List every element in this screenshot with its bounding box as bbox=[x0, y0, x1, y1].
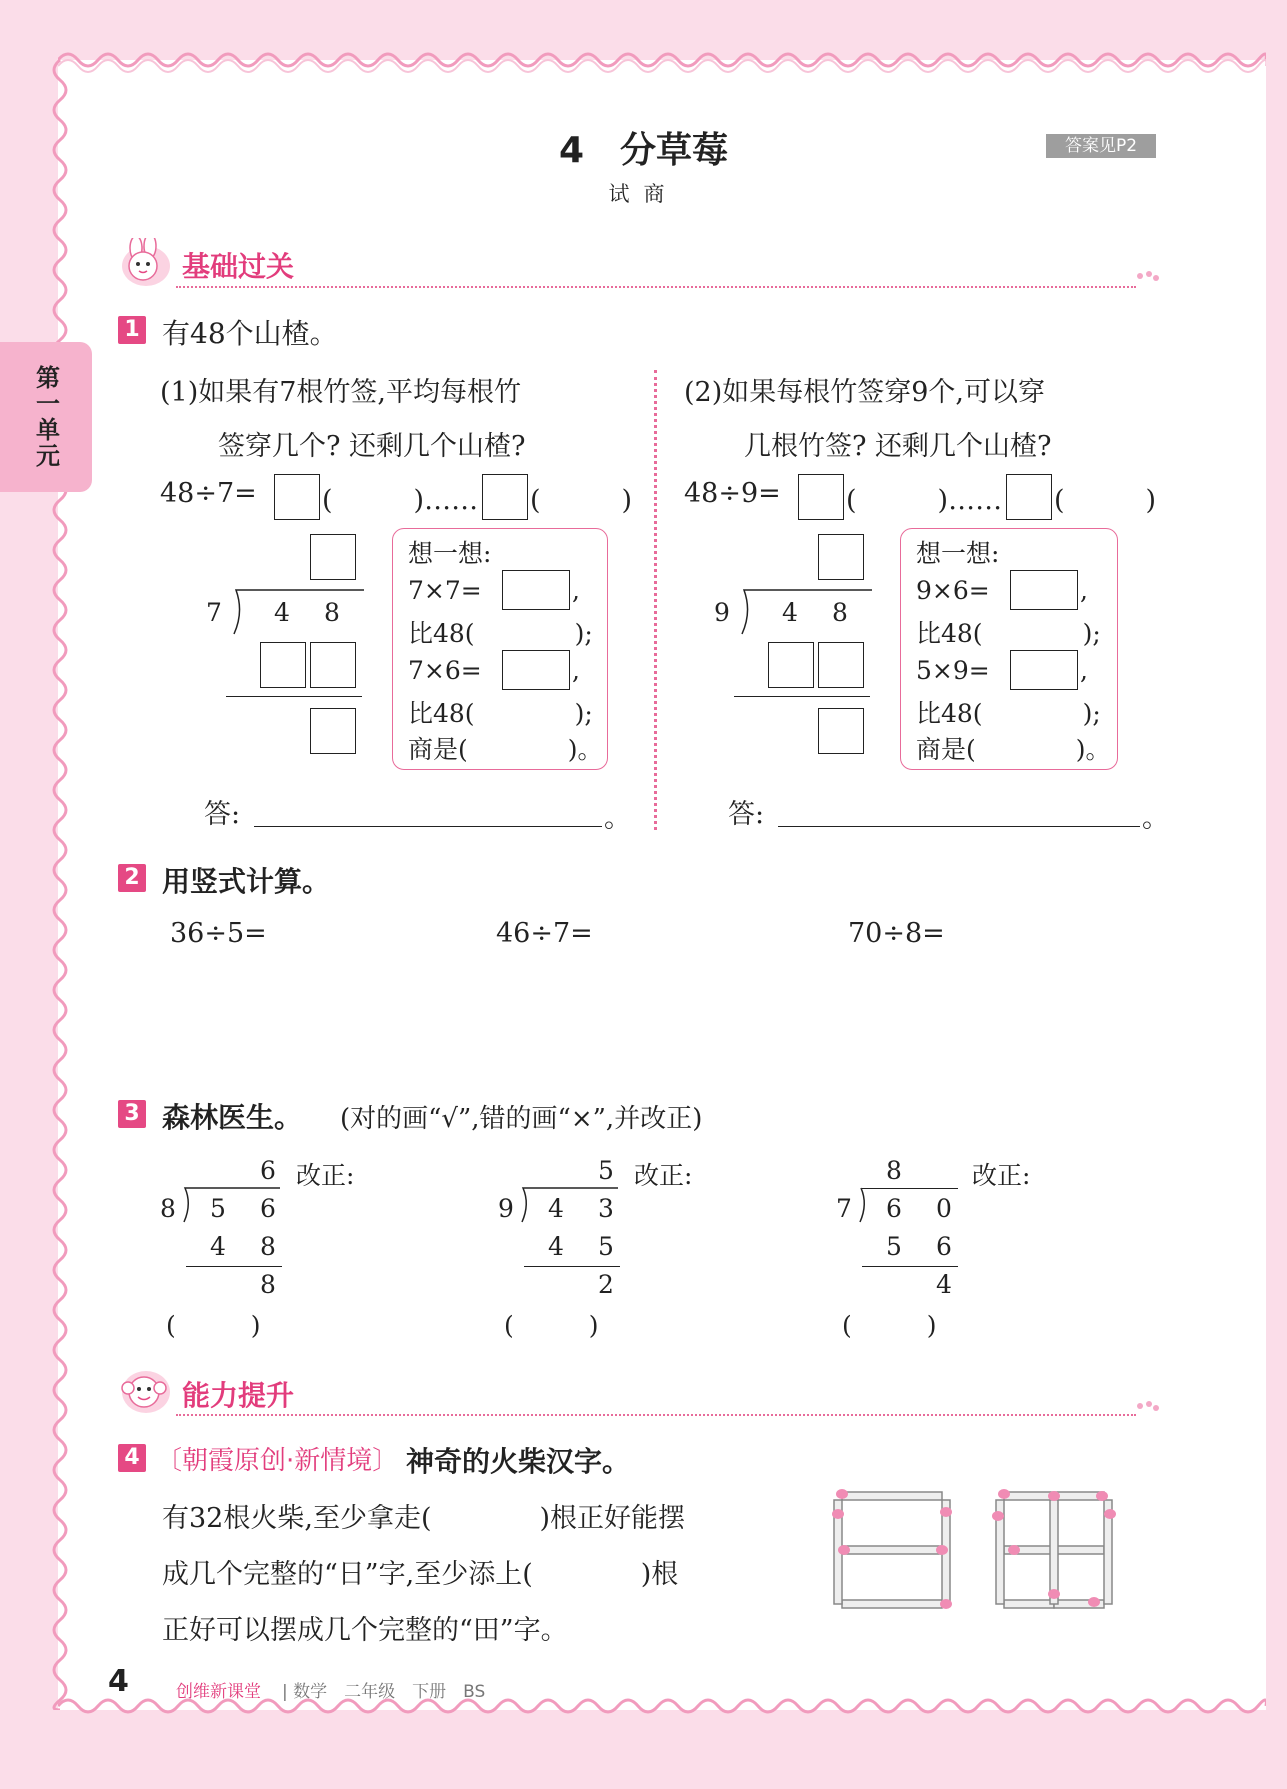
q3-p1-product-d1: 4 bbox=[210, 1232, 226, 1261]
section-advanced-heading: 能力提升 bbox=[182, 1379, 295, 1412]
q1-part2-line2: 几根竹签? 还剩几个山楂? bbox=[744, 431, 1052, 462]
q3-p3-product-d2: 6 bbox=[936, 1232, 952, 1261]
q1-part2-hint-title: 想一想: bbox=[916, 539, 1000, 568]
q1-part2-paren-unit: ( )…… bbox=[846, 485, 1003, 516]
q3-p2-subtraction-line bbox=[524, 1266, 620, 1267]
question-4-tag: 〔朝霞原创·新情境〕 bbox=[156, 1446, 399, 1476]
q3-p3-quotient: 8 bbox=[886, 1156, 902, 1185]
q1-part1-hint-l2: 比48( ); bbox=[408, 619, 593, 648]
decor-dots-icon bbox=[1136, 270, 1160, 282]
q1-part1-quotient-box[interactable] bbox=[274, 474, 320, 520]
q3-p1-subtraction-line bbox=[186, 1266, 282, 1267]
q3-p3-judge-blank[interactable]: ( ) bbox=[842, 1311, 937, 1340]
q1-part1-divisor: 7 bbox=[206, 598, 222, 627]
q1-part2-hint-l1: 9×6= bbox=[916, 576, 990, 605]
section-advanced-divider bbox=[176, 1414, 1136, 1416]
section-basic-heading: 基础过关 bbox=[182, 250, 295, 283]
q3-p3-dividend-d2: 0 bbox=[936, 1194, 952, 1223]
q3-p1-remainder: 8 bbox=[260, 1270, 276, 1299]
q3-p3-remainder: 4 bbox=[936, 1270, 952, 1299]
q1-part1-hint-l4: 比48( ); bbox=[408, 699, 593, 728]
q1-part1-hint-box-2[interactable] bbox=[502, 650, 570, 690]
question-3-stem: 森林医生。 bbox=[162, 1101, 303, 1134]
q1-part1-paren-unit-2: ( ) bbox=[530, 485, 633, 516]
q3-p2-remainder: 2 bbox=[598, 1270, 614, 1299]
q1-part2-division-bracket bbox=[740, 588, 874, 636]
q1-part1-dividend-d2: 8 bbox=[324, 598, 340, 627]
page-number: 4 bbox=[108, 1664, 129, 1699]
page-subtitle: 试商 bbox=[608, 182, 679, 206]
footer-book-info: | 数学 二年级 下册 BS bbox=[282, 1682, 486, 1702]
q3-p2-judge-blank[interactable]: ( ) bbox=[504, 1311, 599, 1340]
q1-part2-hint-comma-1: , bbox=[1080, 576, 1088, 605]
q3-p1-dividend-d1: 5 bbox=[210, 1194, 226, 1223]
q1-part1-subtraction-line bbox=[226, 696, 362, 697]
q1-part2-remainder-box[interactable] bbox=[1006, 474, 1052, 520]
q2-item-1: 36÷5= bbox=[170, 918, 267, 949]
footer-brand: 创维新课堂 bbox=[176, 1682, 261, 1702]
q1-part1-remainder-box[interactable] bbox=[482, 474, 528, 520]
q1-part2-line1: (2)如果每根竹签穿9个,可以穿 bbox=[684, 377, 1046, 408]
q3-p2-quotient: 5 bbox=[598, 1156, 614, 1185]
q1-part2-quotient-box[interactable] bbox=[798, 474, 844, 520]
q1-part1-answer-label: 答: bbox=[204, 799, 241, 830]
wavy-top-border bbox=[58, 44, 1266, 74]
q1-part2-product-box-2[interactable] bbox=[818, 642, 864, 688]
q4-line-2: 成几个完整的“日”字,至少添上( )根 bbox=[162, 1559, 679, 1590]
mascot-monkey-icon bbox=[116, 1366, 172, 1416]
q3-p2-dividend-d2: 3 bbox=[598, 1194, 614, 1223]
question-2-stem: 用竖式计算。 bbox=[162, 865, 331, 898]
page-title: 4 分草莓 bbox=[558, 130, 729, 171]
q1-part1-div-quotient-box[interactable] bbox=[310, 534, 356, 580]
q3-p2-product-d2: 5 bbox=[598, 1232, 614, 1261]
question-1-number: 1 bbox=[118, 316, 146, 344]
q1-part2-answer-end: 。 bbox=[1142, 803, 1169, 834]
q3-p1-correct-label: 改正: bbox=[296, 1161, 355, 1190]
wavy-left-border bbox=[44, 60, 74, 1710]
q1-part2-divisor: 9 bbox=[714, 598, 730, 627]
mascot-rabbit-icon bbox=[116, 238, 172, 288]
q1-part1-hint-l5: 商是( )。 bbox=[408, 735, 603, 764]
q1-part1-hint-l1: 7×7= bbox=[408, 576, 482, 605]
q1-part1-remainder-div-box[interactable] bbox=[310, 708, 356, 754]
q3-p3-subtraction-line bbox=[862, 1266, 958, 1267]
q3-p3-dividend-d1: 6 bbox=[886, 1194, 902, 1223]
q1-part1-product-box-2[interactable] bbox=[310, 642, 356, 688]
answer-reference-badge: 答案见P2 bbox=[1046, 134, 1156, 158]
q1-part2-hint-l4: 比48( ); bbox=[916, 699, 1101, 728]
q4-line-1: 有32根火柴,至少拿走( )根正好能摆 bbox=[162, 1503, 686, 1534]
question-4-stem: 神奇的火柴汉字。 bbox=[406, 1445, 631, 1478]
q3-p3-divisor: 7 bbox=[836, 1194, 852, 1223]
q1-part2-hint-box-1[interactable] bbox=[1010, 570, 1078, 610]
section-basic-divider bbox=[176, 286, 1136, 288]
question-2-number: 2 bbox=[118, 864, 146, 892]
q1-part2-subtraction-line bbox=[734, 696, 870, 697]
q1-part1-hint-title: 想一想: bbox=[408, 539, 492, 568]
q1-part2-remainder-div-box[interactable] bbox=[818, 708, 864, 754]
q1-part1-division-bracket bbox=[232, 588, 366, 636]
q1-part2-dividend-d1: 4 bbox=[782, 598, 798, 627]
q1-part2-hint-box-2[interactable] bbox=[1010, 650, 1078, 690]
q1-part2-hint-l2: 比48( ); bbox=[916, 619, 1101, 648]
matchstick-tian-figure bbox=[990, 1484, 1118, 1614]
q3-p1-quotient: 6 bbox=[260, 1156, 276, 1185]
q1-part1-answer-line[interactable] bbox=[254, 826, 602, 827]
q3-p1-product-d2: 8 bbox=[260, 1232, 276, 1261]
q1-part2-paren-unit-2: ( ) bbox=[1054, 485, 1157, 516]
q1-part2-div-quotient-box[interactable] bbox=[818, 534, 864, 580]
q1-part2-hint-l5: 商是( )。 bbox=[916, 735, 1111, 764]
q1-part2-product-box-1[interactable] bbox=[768, 642, 814, 688]
q1-part1-dividend-d1: 4 bbox=[274, 598, 290, 627]
q1-part1-answer-end: 。 bbox=[604, 803, 631, 834]
question-4-number: 4 bbox=[118, 1444, 146, 1472]
q1-part2-answer-label: 答: bbox=[728, 799, 765, 830]
q1-parts-divider bbox=[654, 370, 657, 830]
question-1-stem: 有48个山楂。 bbox=[162, 317, 338, 350]
q1-part2-answer-line[interactable] bbox=[778, 826, 1140, 827]
q3-p2-divisor: 9 bbox=[498, 1194, 514, 1223]
unit-side-tab bbox=[0, 342, 92, 492]
question-3-number: 3 bbox=[118, 1100, 146, 1128]
q1-part2-hint-comma-2: , bbox=[1080, 656, 1088, 685]
q3-p3-correct-label: 改正: bbox=[972, 1161, 1031, 1190]
q3-p1-dividend-d2: 6 bbox=[260, 1194, 276, 1223]
q3-p3-product-d1: 5 bbox=[886, 1232, 902, 1261]
q1-part2-dividend-d2: 8 bbox=[832, 598, 848, 627]
q3-p2-product-d1: 4 bbox=[548, 1232, 564, 1261]
q1-part1-line2: 签穿几个? 还剩几个山楂? bbox=[218, 431, 526, 462]
q1-part1-product-box-1[interactable] bbox=[260, 642, 306, 688]
question-3-note: (对的画“√”,错的画“×”,并改正) bbox=[340, 1104, 703, 1134]
q2-item-3: 70÷8= bbox=[848, 918, 945, 949]
decor-dots-icon bbox=[1136, 1400, 1160, 1412]
q1-part2-equation: 48÷9= bbox=[684, 478, 781, 509]
q1-part1-hint-box-1[interactable] bbox=[502, 570, 570, 610]
q1-part1-paren-unit: ( )…… bbox=[322, 485, 479, 516]
unit-side-tab-label: 第一单元 bbox=[31, 365, 60, 469]
q2-item-2: 46÷7= bbox=[496, 918, 593, 949]
q1-part1-equation: 48÷7= bbox=[160, 478, 257, 509]
matchstick-ri-figure bbox=[828, 1484, 956, 1614]
q1-part1-hint-comma-1: , bbox=[572, 576, 580, 605]
q3-p1-divisor: 8 bbox=[160, 1194, 176, 1223]
q1-part1-hint-comma-2: , bbox=[572, 656, 580, 685]
q4-line-3: 正好可以摆成几个完整的“田”字。 bbox=[162, 1615, 568, 1646]
q3-p1-judge-blank[interactable]: ( ) bbox=[166, 1311, 261, 1340]
q1-part1-line1: (1)如果有7根竹签,平均每根竹 bbox=[160, 377, 522, 408]
q1-part1-hint-l3: 7×6= bbox=[408, 656, 482, 685]
q3-p2-correct-label: 改正: bbox=[634, 1161, 693, 1190]
q3-p2-dividend-d1: 4 bbox=[548, 1194, 564, 1223]
q1-part2-hint-l3: 5×9= bbox=[916, 656, 990, 685]
